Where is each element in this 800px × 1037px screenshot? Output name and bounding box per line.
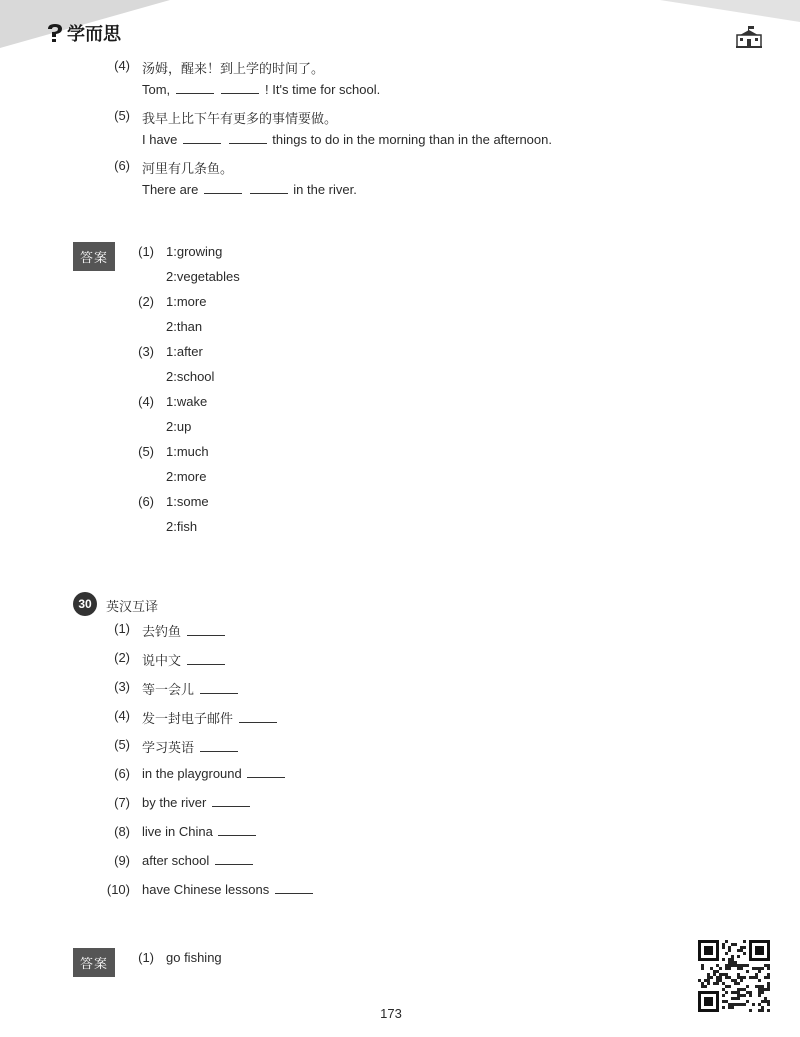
english-text-after: ! It's time for school.	[265, 82, 381, 97]
question-number: (4)	[114, 58, 130, 73]
answer-blank[interactable]	[200, 750, 238, 752]
school-building-icon	[736, 26, 762, 53]
answer-line: 1:some	[166, 494, 209, 509]
item-text: by the river	[142, 795, 207, 810]
header-corner-decoration-right	[660, 0, 800, 22]
question-chinese: 汤姆，醒来！到上学的时间了。	[142, 61, 325, 76]
question-number: (5)	[114, 108, 130, 123]
answer-blank[interactable]	[212, 805, 250, 807]
translation-item	[142, 708, 279, 727]
item-number: (1)	[114, 621, 130, 636]
item-text: 学习英语	[142, 740, 195, 755]
english-text-before: Tom,	[142, 82, 171, 97]
answer-line: 2:more	[166, 469, 207, 484]
question-english	[142, 82, 380, 97]
answer-blank[interactable]	[176, 92, 214, 94]
logo-mark-icon	[46, 23, 64, 43]
logo-text: 学而思	[67, 24, 121, 45]
answer-blank[interactable]	[187, 663, 225, 665]
item-text: in the playground	[142, 766, 242, 781]
translation-item	[142, 679, 240, 698]
translation-item	[142, 737, 240, 756]
question-chinese: 我早上比下午有更多的事情要做。	[142, 111, 338, 126]
qr-code	[698, 940, 770, 1012]
question-english	[142, 182, 357, 197]
question-number: (6)	[114, 158, 130, 173]
answer-blank[interactable]	[215, 863, 253, 865]
translation-item	[142, 621, 227, 640]
answer-blank[interactable]	[218, 834, 256, 836]
answer-blank[interactable]	[183, 142, 221, 144]
translation-item	[142, 650, 227, 669]
question-chinese: 河里有几条鱼。	[142, 161, 234, 176]
page-number: 173	[380, 1006, 402, 1021]
answer-blank[interactable]	[229, 142, 267, 144]
item-number: (6)	[114, 766, 130, 781]
answer-tag: 答案	[73, 242, 115, 271]
item-number: (4)	[114, 708, 130, 723]
item-text: have Chinese lessons	[142, 882, 270, 897]
answer-line: 1:growing	[166, 244, 223, 259]
english-text-before: There are	[142, 182, 199, 197]
answer-blank[interactable]	[250, 192, 288, 194]
answer-line: 1:wake	[166, 394, 208, 409]
answer-line: 2:up	[166, 419, 192, 434]
answer-number: (6)	[138, 494, 154, 509]
item-number: (2)	[114, 650, 130, 665]
answer-blank[interactable]	[275, 892, 313, 894]
item-number: (7)	[114, 795, 130, 810]
english-text-before: I have	[142, 132, 178, 147]
item-text: 发一封电子邮件	[142, 711, 234, 726]
item-text: 等一会儿	[142, 682, 195, 697]
english-text-after: in the river.	[293, 182, 357, 197]
item-text: 说中文	[142, 653, 182, 668]
translation-item	[142, 795, 252, 810]
translation-item	[142, 766, 287, 781]
answer-number: (4)	[138, 394, 154, 409]
answer-blank[interactable]	[187, 634, 225, 636]
section-number-badge: 30	[73, 592, 97, 616]
answer-number: (3)	[138, 344, 154, 359]
answer-number: (5)	[138, 444, 154, 459]
translation-item	[142, 853, 255, 868]
item-text: 去钓鱼	[142, 624, 182, 639]
item-number: (8)	[114, 824, 130, 839]
item-number: (3)	[114, 679, 130, 694]
answer-line: 2:vegetables	[166, 269, 240, 284]
english-text-after: things to do in the morning than in the afternoon.	[272, 132, 552, 147]
answer-text: go fishing	[166, 950, 222, 965]
answer-blank[interactable]	[247, 776, 285, 778]
answer-line: 1:after	[166, 344, 203, 359]
answer-line: 1:much	[166, 444, 209, 459]
translation-item	[142, 824, 258, 839]
answer-blank[interactable]	[204, 192, 242, 194]
answer-number: (1)	[138, 244, 154, 259]
answer-tag: 答案	[73, 948, 115, 977]
item-text: after school	[142, 853, 210, 868]
translation-item	[142, 882, 315, 897]
section-title: 英汉互译	[106, 599, 159, 614]
answer-blank[interactable]	[221, 92, 259, 94]
answer-line: 2:school	[166, 369, 215, 384]
item-number: (9)	[114, 853, 130, 868]
answer-line: 1:more	[166, 294, 207, 309]
answer-blank[interactable]	[200, 692, 238, 694]
answer-number: (1)	[138, 950, 154, 965]
item-number: (5)	[114, 737, 130, 752]
answer-blank[interactable]	[239, 721, 277, 723]
answer-number: (2)	[138, 294, 154, 309]
item-number: (10)	[106, 882, 130, 897]
brand-logo	[46, 20, 121, 46]
item-text: live in China	[142, 824, 213, 839]
answer-line: 2:fish	[166, 519, 198, 534]
answer-line: 2:than	[166, 319, 203, 334]
question-english	[142, 132, 552, 147]
